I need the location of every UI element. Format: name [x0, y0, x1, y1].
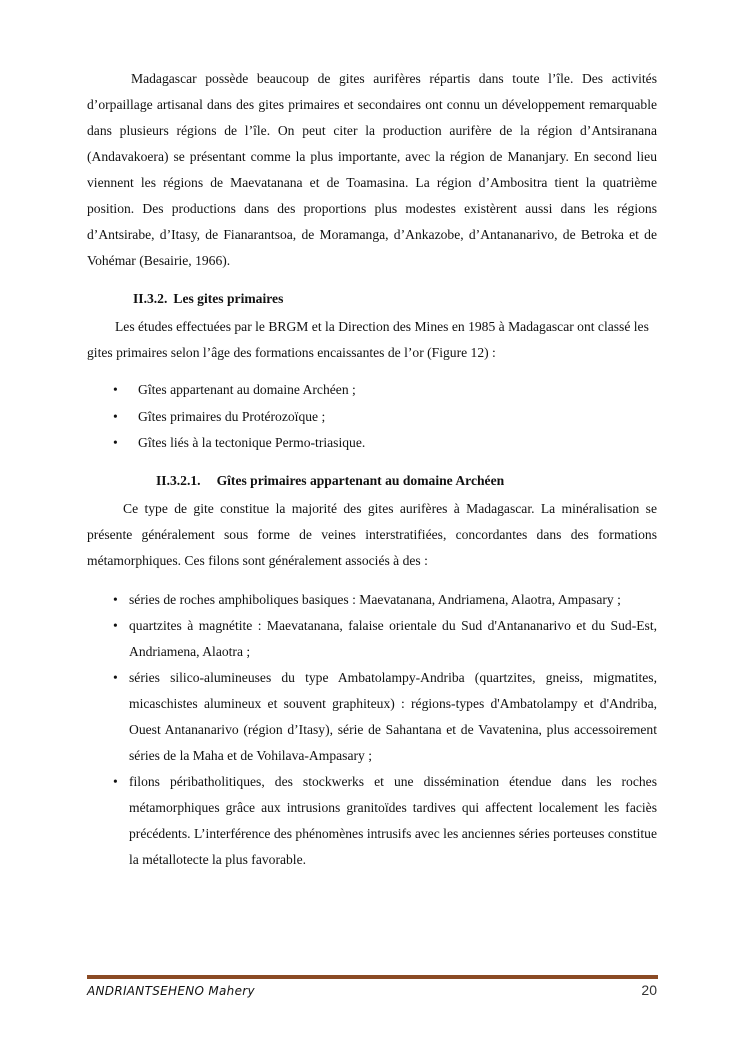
- list-item: • Gîtes primaires du Protérozoïque ;: [113, 404, 643, 431]
- bullet-icon: •: [113, 408, 118, 424]
- subsection-list: [113, 587, 657, 873]
- section-paragraph: Les études effectuées par le BRGM et la Direction des Mines en 1985 à Madagascar ont classé les gites primaires selon l’âge des formations encaissantes de l’or (Figure 12) :: [87, 319, 649, 360]
- list-item: • quartzites à magnétite : Maevatanana, falaise orientale du Sud d'Antananarivo et du Sud-Est, Andriamena, Alaotra ;: [113, 613, 657, 665]
- footer-rule: [87, 975, 658, 979]
- section-title: Les gites primaires: [173, 291, 284, 306]
- bullet-icon: •: [113, 382, 118, 397]
- section-number: II.3.2.: [133, 291, 168, 306]
- subsection-heading: [156, 470, 504, 492]
- bullet-icon: •: [113, 435, 118, 450]
- bullet-icon: •: [113, 592, 118, 607]
- list-item: • Gîtes liés à la tectonique Permo-triasique.: [113, 430, 643, 457]
- page-number: 20: [641, 982, 657, 998]
- bullet-icon: •: [113, 774, 118, 789]
- subsection-title: Gîtes primaires appartenant au domaine Archéen: [216, 473, 505, 488]
- list-item: • séries de roches amphiboliques basiques : Maevatanana, Andriamena, Alaotra, Ampasary ;: [113, 587, 657, 613]
- section-list: [113, 377, 643, 457]
- list-item: • Gîtes appartenant au domaine Archéen ;: [113, 377, 643, 404]
- subsection-paragraph: Ce type de gite constitue la majorité des gites aurifères à Madagascar. La minéralisation se présente généralement sous forme de veines interstratifiées, concordantes dans des formations métamorphiques. Ces filons sont généralement associés à des :: [87, 501, 657, 568]
- list-item: • séries silico-alumineuses du type Ambatolampy-Andriba (quartzites, gneiss, migmatites, micaschistes alumineux et souvent graphiteux) : régions-types d'Ambatolampy et d'Andriba, Ouest Antananarivo (région d’Itasy), série de Sahantana et de Vavatenina, plus accessoirement séries de la Maha et de Vohilava-Ampasary ;: [113, 665, 657, 769]
- bullet-icon: •: [113, 618, 118, 633]
- intro-paragraph: Madagascar possède beaucoup de gites aurifères répartis dans toute l’île. Des activités d’orpaillage artisanal dans des gites primaires et secondaires ont connu un développement remarquable dans plusieurs régions de l’île. On peut citer la production aurifère de la région d’Antsiranana (Andavakoera) se présentant comme la plus importante, avec la région de Mananjary. En second lieu viennent les régions de Maevatanana et de Toamasina. La région d’Ambositra tient la quatrième position. Des productions dans des proportions plus modestes existèrent aussi dans les régions d’Antsirabe, d’Itasy, de Fianarantsoa, de Moramanga, d’Ankazobe, d’Antananarivo, de Betroka et de Vohémar (Besairie, 1966).: [87, 71, 657, 268]
- section-heading: [133, 289, 283, 309]
- footer-author: ANDRIANTSEHENO Mahery: [87, 984, 255, 998]
- bullet-icon: •: [113, 670, 118, 685]
- list-item: • filons péribatholitiques, des stockwerks et une dissémination étendue dans les roches métamorphiques grâce aux intrusions granitoïdes tardives qui affectent localement les faciès précédents. L’interférence des phénomènes intrusifs avec les anciennes séries porteuses constitue la métallotecte la plus favorable.: [113, 769, 657, 873]
- subsection-number: II.3.2.1.: [156, 473, 201, 488]
